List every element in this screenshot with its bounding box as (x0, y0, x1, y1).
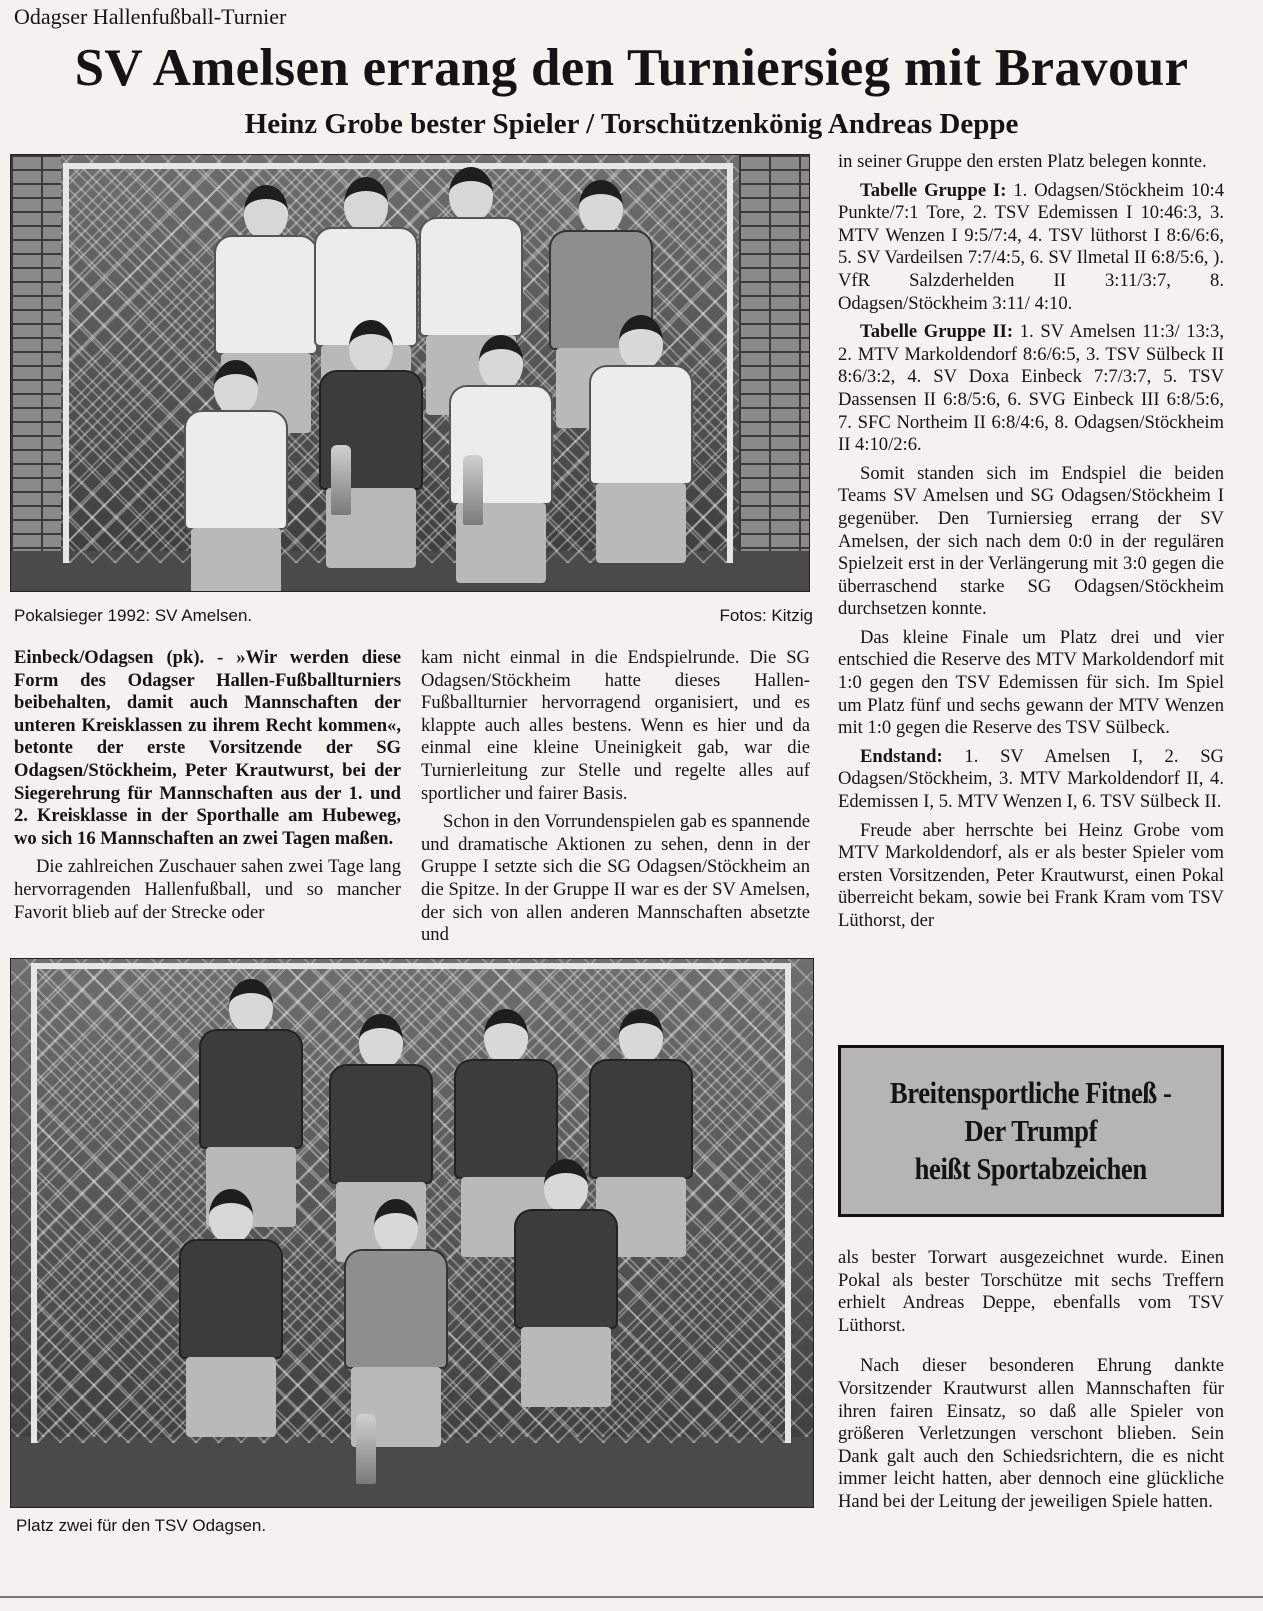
headline: SV Amelsen errang den Turniersieg mit Bravour (74, 39, 1189, 97)
team-photo-tsv-odagsen (10, 958, 814, 1508)
photo2-caption: Platz zwei für den TSV Odagsen. (16, 1516, 267, 1535)
article-column-2 (421, 647, 810, 947)
team-photo-sv-amelsen (10, 154, 810, 592)
info-box-line-1: Breitensportliche Fitneß - (890, 1075, 1172, 1110)
trophy-icon (331, 445, 351, 515)
info-box-line-2: Der Trumpf (964, 1113, 1098, 1148)
col2-p1: kam nicht einmal in die Endspielrunde. Die SG Odagsen/Stöckheim hatte dieses Hallen-Fußballturnier hervorragend organisiert, und es klappte auch alles bestens. Wenn es hier und da einmal eine kleine Uneinigkeit gab, war die Turnierleitung zur Stelle und regelte alles auf sportlicher und fairer Basis. (421, 647, 810, 804)
col3-p9: Nach dieser besonderen Ehrung dankte Vorsitzender Krautwurst allen Mannschaften für ihren fairen Einsatz, so daß alle Spieler von größeren Verletzungen verschont blieben. Sein Dank galt auch den Schiedsrichtern, die es nicht immer leicht hatten, aber dennoch eine glückliche Hand bei der Leitung der jeweiligen Spiele hatten. (838, 1355, 1224, 1512)
table-group-1: 1. Odagsen/Stöckheim 10:4 Punkte/7:1 Tore, 2. TSV Edemissen I 10:46:3, 3. MTV Wenzen I 9:5/7:4, 4. TSV lüthorst I 8:6/6:6, 5. SV Vardeilsen 7:7/4:5, 6. SV Ilmetal II 6:8/5:6, ). VfR Salzderhelden II 3:11/3:7, 8. Odagsen/Stöckheim 3:11/ 4:10. (838, 179, 1224, 314)
kicker: Odagser Hallenfußball-Turnier (14, 4, 287, 29)
col3-p5: Das kleine Finale um Platz drei und vier entschied die Reserve des MTV Markoldendorf mit 1:0 gegen den TSV Edemissen für sich. Im Spiel um Platz fünf und sechs gewann der MTV Wenzen mit 1:0 gegen die Reserve des TSV Sülbeck. (838, 626, 1224, 739)
article-column-1 (14, 647, 401, 924)
final-standings: 1. SV Amelsen I, 2. SG Odagsen/Stöckheim, 3. MTV Markoldendorf II, 4. Edemissen I, 5. MTV Wenzen I, 6. TSV Sülbeck II. (838, 745, 1224, 813)
table-group-1-label: Tabelle Gruppe I: (860, 179, 1007, 201)
bottom-rule (0, 1596, 1263, 1598)
info-box-line-3: heißt Sportabzeichen (914, 1151, 1148, 1186)
col3-p4: Somit standen sich im Endspiel die beiden Teams SV Amelsen und SG Odagsen/Stöckheim I gegenüber. Den Turniersieg errang der SV Amelsen, der sich nach dem 0:0 in der regulären Spielzeit erst in der Verlängerung mit 3:0 gegen die überraschend starke SG Odagsen/Stöckheim durchsetzen konnte. (838, 462, 1224, 620)
subhead: Heinz Grobe bester Spieler / Torschützenkönig Andreas Deppe (244, 108, 1019, 140)
photo1-caption: Pokalsieger 1992: SV Amelsen. (14, 606, 253, 625)
col1-p2: Die zahlreichen Zuschauer sahen zwei Tage lang hervorragenden Hallenfußball, und so mancher Favorit blieb auf der Strecke oder (14, 856, 401, 923)
final-standings-label: Endstand: (860, 745, 943, 767)
photo1-credit: Fotos: Kitzig (719, 606, 813, 625)
p1-body: »Wir werden diese Form des Odagser Hallen-Fußballturniers beibehalten, damit auch Mannschaften der unteren Kreisklassen zu ihrem Recht kommen«, betonte der erste Vorsitzende der SG Odagsen/Stöckheim, Peter Krautwurst, bei der Siegerehrung für Mannschaften aus der 1. und 2. Kreisklasse in der Sporthalle am Hubeweg, wo sich 16 Mannschaften an zwei Tagen maßen. (14, 647, 401, 849)
p1-lead: Einbeck/Odagsen (pk). - (14, 647, 224, 668)
col3-p7: Freude aber herrschte bei Heinz Grobe vom MTV Markoldendorf, als er als bester Spieler vom ersten Vorsitzenden, Peter Krautwurst, einen Pokal überreicht bekam, sowie bei Frank Kram vom TSV Lüthorst, der (838, 819, 1224, 931)
article-column-3-continued (838, 1247, 1224, 1514)
table-group-2-label: Tabelle Gruppe II: (860, 321, 1014, 343)
article-column-3 (838, 151, 1224, 933)
table-group-2: 1. SV Amelsen 11:3/ 13:3, 2. MTV Markoldendorf 8:6/6:5, 3. TSV Sülbeck II 8:6/3:2, 4. SV Doxa Einbeck 7:7/3:7, 5. TSV Dassensen II 6:8/5:6, 6. SVG Einbeck III 6:8/5:6, 7. SFC Northeim II 6:8/4:6, 8. Odagsen/Stöckheim II 4:10/2:6. (838, 321, 1224, 456)
trophy-icon (463, 455, 483, 525)
col2-p2: Schon in den Vorrundenspielen gab es spannende und dramatische Aktionen zu sehen, denn in der Gruppe I setzte sich die SG Odagsen/Stöckheim an die Spitze. In der Gruppe II war es der SV Amelsen, der sich von allen anderen Mannschaften absetzte und (421, 811, 810, 946)
col3-p8: als bester Torwart ausgezeichnet wurde. Einen Pokal als bester Torschütze mit sechs Treffern erhielt Andreas Deppe, ebenfalls vom TSV Lüthorst. (838, 1247, 1224, 1336)
trophy-icon (356, 1414, 376, 1484)
col3-p1: in seiner Gruppe den ersten Platz belegen konnte. (838, 151, 1207, 172)
info-box (838, 1045, 1224, 1217)
